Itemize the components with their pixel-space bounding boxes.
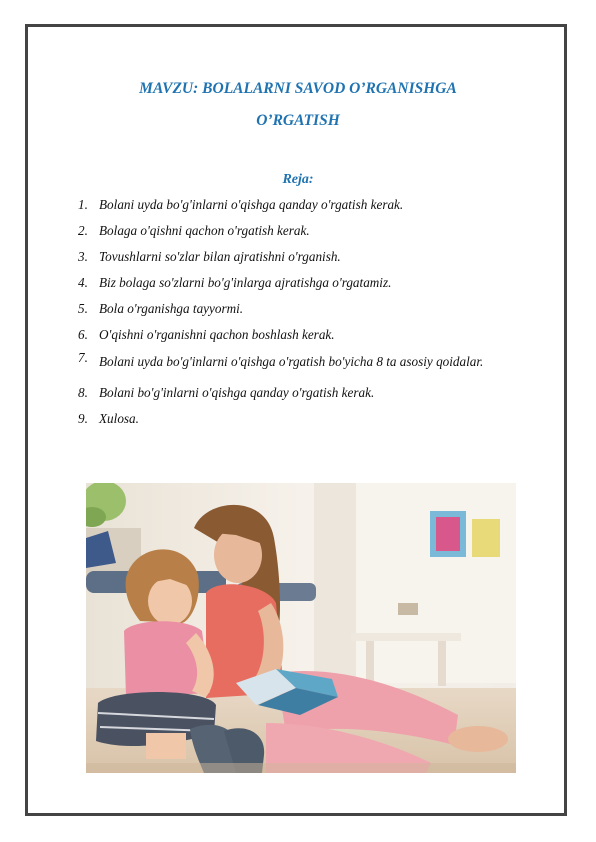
plan-item-number: 2. — [78, 223, 88, 239]
plan-item-number: 6. — [78, 327, 88, 343]
plan-item-text: Tovushlarni so'zlar bilan ajratishni o'rganish. — [99, 249, 341, 265]
plan-item-text: Bolani uyda bo'g'inlarni o'qishga qanday o'rgatish kerak. — [99, 197, 404, 212]
plan-item — [78, 196, 548, 213]
plan-item-number: 1. — [78, 197, 88, 212]
plan-item — [78, 300, 548, 317]
plan-item-number: 5. — [78, 301, 88, 317]
plan-list — [78, 196, 548, 436]
plan-heading: Reja: — [282, 172, 314, 187]
plan-item-text: Bolani uyda bo'g'inlarni o'qishga o'rgatish bo'yicha 8 ta asosiy qoidalar. — [99, 353, 484, 369]
plan-item-number: 4. — [78, 275, 88, 291]
plan-item — [78, 349, 548, 375]
plan-item-number: 7. — [78, 349, 88, 365]
plan-item-number: 9. — [78, 410, 88, 426]
document-title-line-1: MAVZU: BOLALARNI SAVOD O’RGANISHGA — [139, 80, 457, 97]
plan-item-text: Bolaga o'qishni qachon o'rgatish kerak. — [99, 223, 310, 239]
plan-item — [78, 274, 548, 291]
plan-item-number: 8. — [78, 384, 88, 400]
plan-item — [78, 410, 548, 427]
plan-item-text: Xulosa. — [99, 410, 139, 426]
plan-item-text: Bolani bo'g'inlarni o'qishga qanday o'rgatish kerak. — [99, 384, 375, 400]
plan-item-text: O'qishni o'rganishni qachon boshlash kerak. — [99, 327, 335, 343]
plan-item-number: 3. — [78, 249, 88, 265]
plan-item — [78, 326, 548, 343]
plan-item — [78, 384, 548, 401]
plan-item-text: Bola o'rganishga tayyormi. — [99, 301, 244, 317]
plan-item — [78, 222, 548, 239]
mother-reading-to-child-photo — [86, 483, 516, 773]
plan-item — [78, 248, 548, 265]
document-title-line-2: O’RGATISH — [256, 112, 340, 129]
plan-item-text: Biz bolaga so'zlarni bo'g'inlarga ajratishga o'rgatamiz. — [99, 275, 392, 291]
